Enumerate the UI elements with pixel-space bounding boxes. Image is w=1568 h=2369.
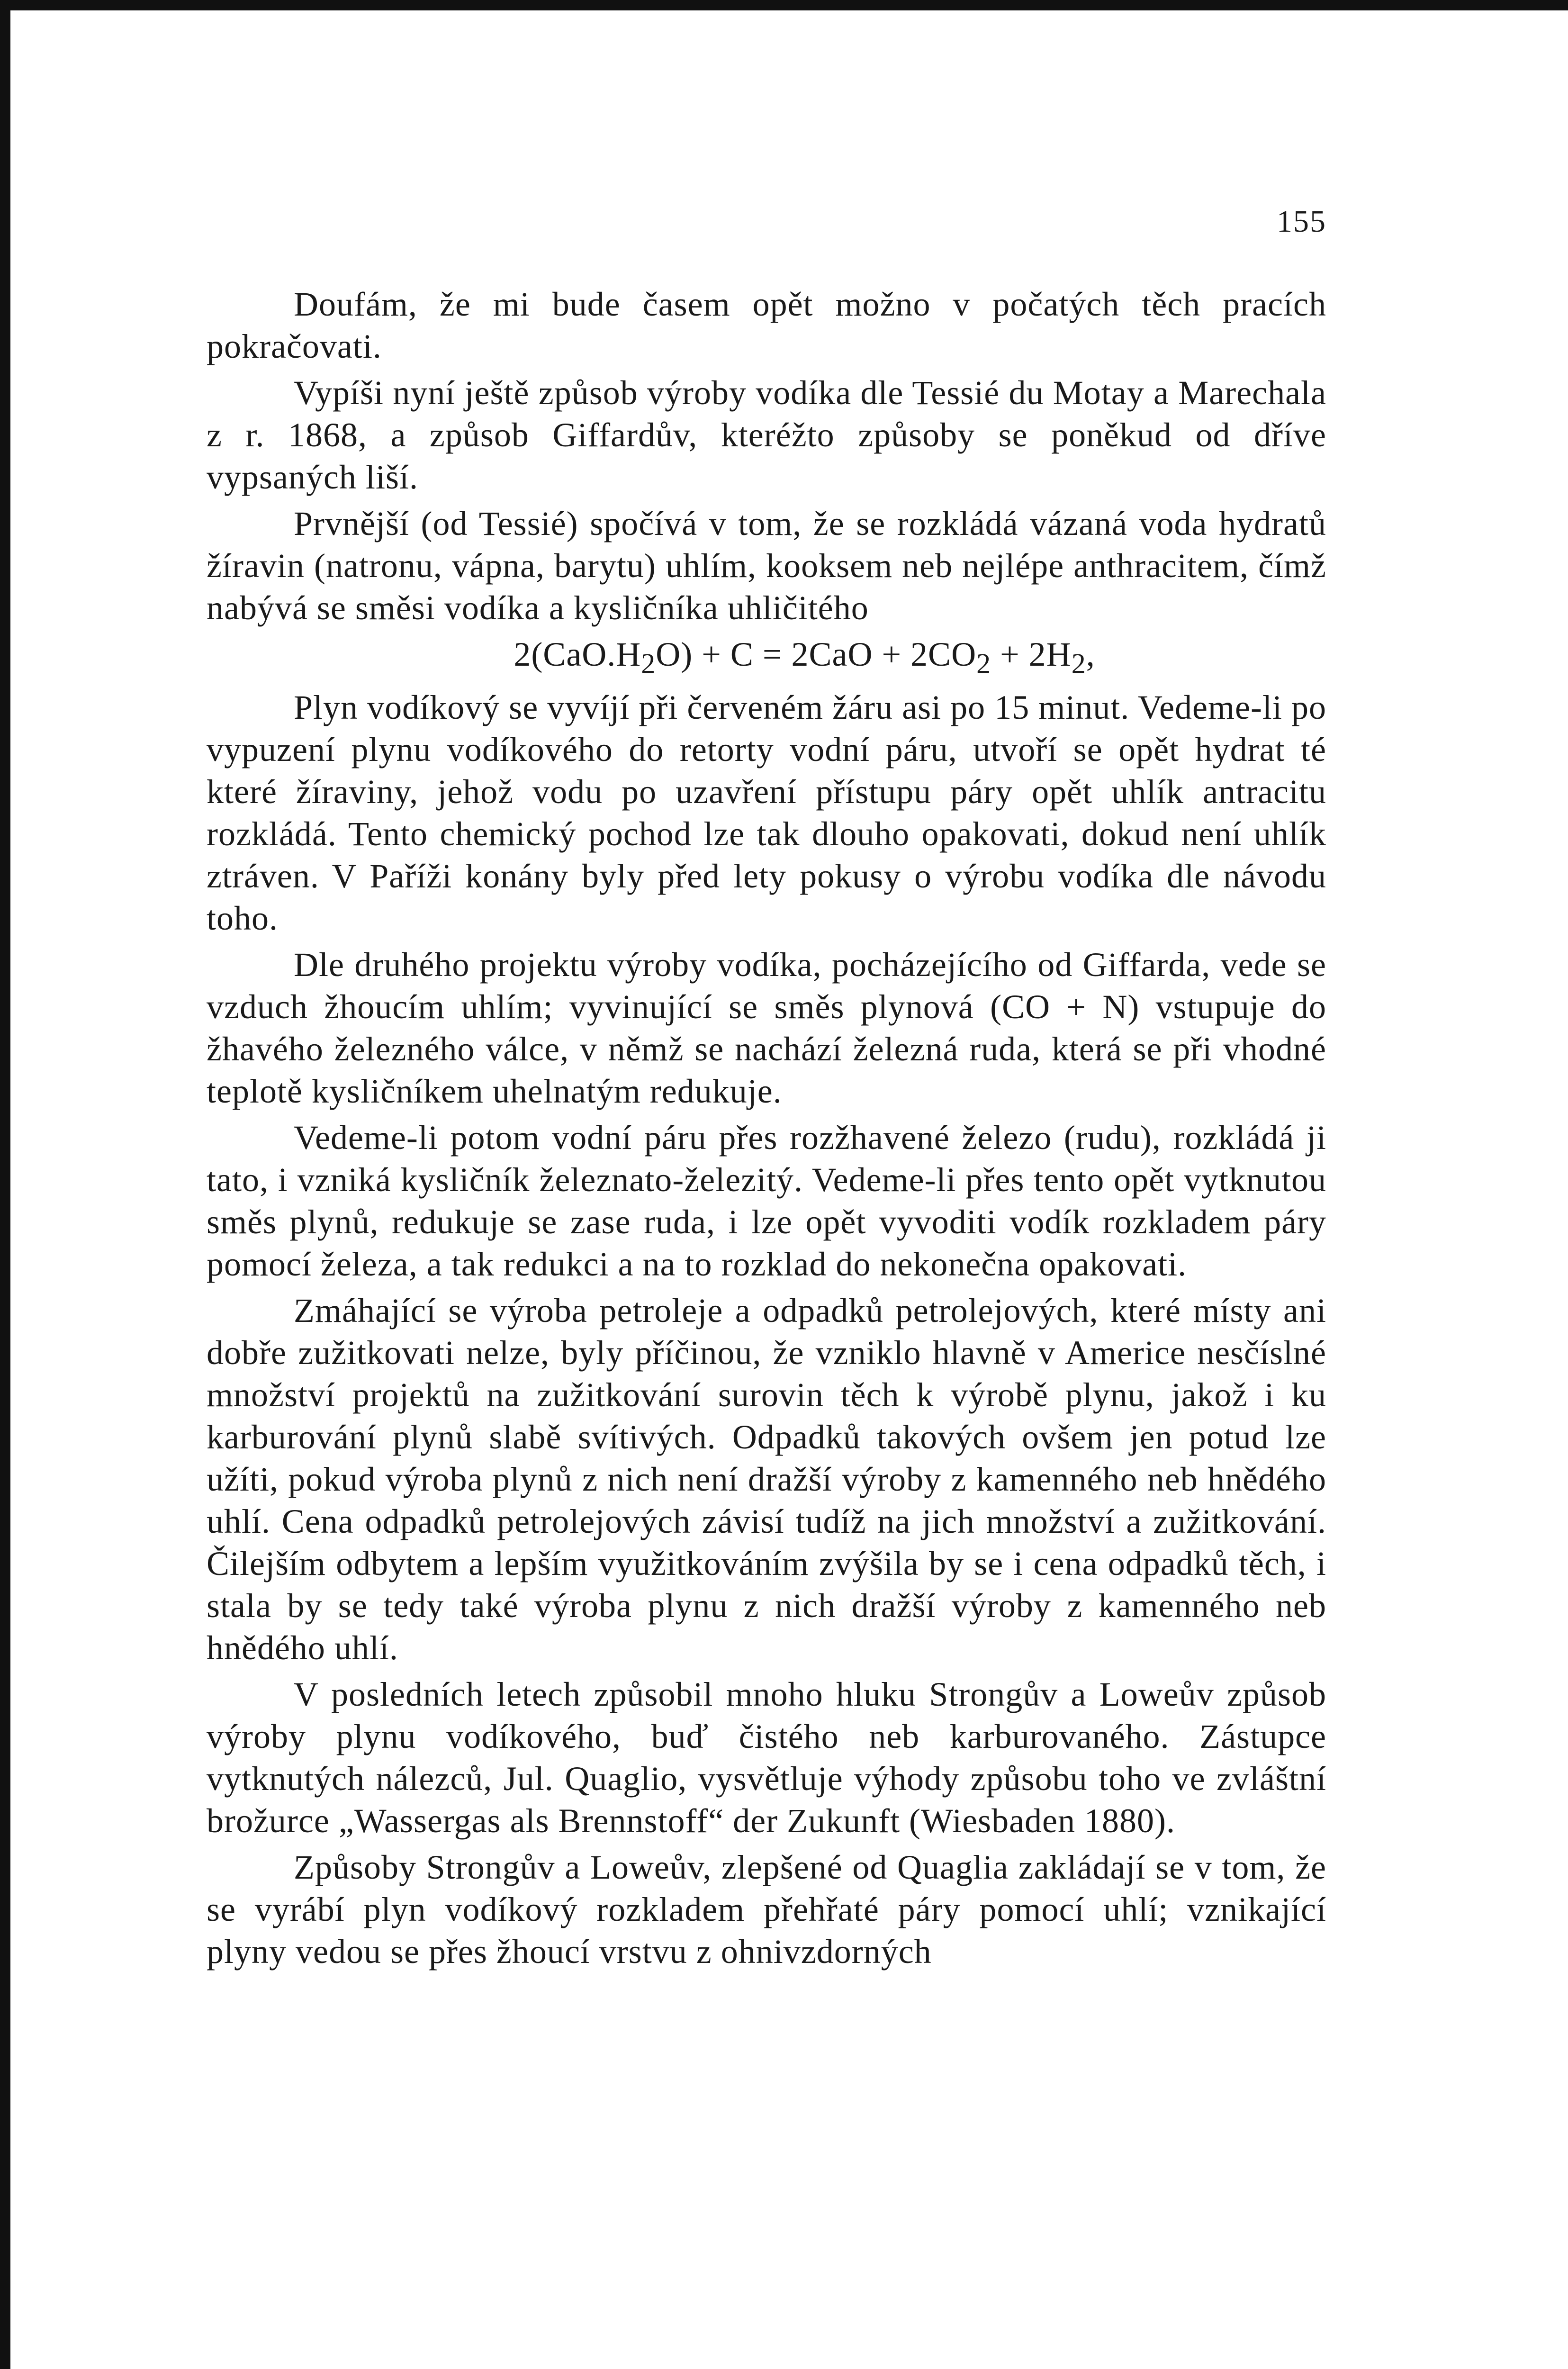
paragraph: V posledních letech způsobil mnoho hluku Strongův a Loweův způsob výroby plynu vodíkového, buď čistého neb karburovaného. Zástupce vytknutých nálezců, Jul. Quaglio, vysvětluje výhody způsobu toho ve zvláštní brožurce „Wassergas als Brennstoff“ der Zukunft (Wiesbaden 1880).: [207, 1675, 1326, 1840]
scan-edge-top: [0, 0, 1568, 10]
formula-subscript: 2: [976, 648, 991, 679]
formula-part: + 2H: [991, 635, 1072, 673]
paragraph: Prvnější (od Tessié) spočívá v tom, že se rozkládá vázaná voda hydratů žíravin (natronu, vápna, barytu) uhlím, kooksem neb nejlépe anthracitem, čímž nabývá se směsi vodíka a kysličníka uhličitého: [207, 505, 1326, 627]
chemical-formula: [207, 633, 1326, 685]
paragraph: Zmáhající se výroba petroleje a odpadků petrolejových, které místy ani dobře zužitkovati nelze, byly příčinou, že vzniklo hlavně v Americe nesčíslné množství projektů na zužitkování surovin těch k výrobě plynu, jakož i ku karburování plynů slabě svítivých. Odpadků takových ovšem jen potud lze užíti, pokud výroba plynů z nich není dražší výroby z kamenného neb hnědého uhlí. Cena odpadků petrolejových závisí tudíž na jich množství a zužitkování. Čilejším odbytem a lepším využitkováním zvýšila by se i cena odpadků těch, i stala by se tedy také výroba plynu z nich dražší výroby z kamenného neb hnědého uhlí.: [207, 1292, 1326, 1667]
paragraph: Doufám, že mi bude časem opět možno v počatých těch pracích pokračovati.: [207, 285, 1326, 365]
formula-subscript: 2: [1071, 648, 1086, 679]
formula-part: 2(CaO.H: [514, 635, 641, 673]
formula-part: O) + C = 2CaO + 2CO: [656, 635, 977, 673]
page-number: 155: [1277, 204, 1326, 239]
paragraph: Vypíši nyní ještě způsob výroby vodíka dle Tessié du Motay a Marechala z r. 1868, a způsob Giffardův, kteréžto způsoby se poněkud od dříve vypsaných liší.: [207, 374, 1326, 496]
paragraph: Vedeme-li potom vodní páru přes rozžhavené železo (rudu), rozkládá ji tato, i vzniká kysličník železnato-železitý. Vedeme-li přes tento opět vytknutou směs plynů, redukuje se zase ruda, i lze opět vyvoditi vodík rozkladem páry pomocí železa, a tak redukci a na to rozklad do nekonečna opakovati.: [207, 1119, 1326, 1284]
paragraph: Dle druhého projektu výroby vodíka, pocházejícího od Giffarda, vede se vzduch žhoucím uhlím; vyvinující se směs plynová (CO + N) vstupuje do žhavého železného válce, v němž se nachází železná ruda, která se při vhodné teplotě kysličníkem uhelnatým redukuje.: [207, 946, 1326, 1111]
paragraph: Plyn vodíkový se vyvíjí při červeném žáru asi po 15 minut. Vedeme-li po vypuzení plynu vodíkového do retorty vodní páru, utvoří se opět hydrat té které žíraviny, jehož vodu po uzavření přístupu páry opět uhlík antracitu rozkládá. Tento chemický pochod lze tak dlouho opakovati, dokud není uhlík ztráven. V Paříži konány byly před lety pokusy o výrobu vodíka dle návodu toho.: [207, 688, 1326, 938]
body-text: [207, 283, 1326, 1977]
formula-subscript: 2: [641, 648, 656, 679]
paragraph: Způsoby Strongův a Loweův, zlepšené od Quaglia zakládají se v tom, že se vyrábí plyn vodíkový rozkladem přehřaté páry pomocí uhlí; vznikající plyny vedou se přes žhoucí vrstvu z ohnivzdorných: [207, 1848, 1326, 1971]
formula-part: ,: [1086, 635, 1095, 673]
scan-edge-left: [0, 0, 10, 2369]
